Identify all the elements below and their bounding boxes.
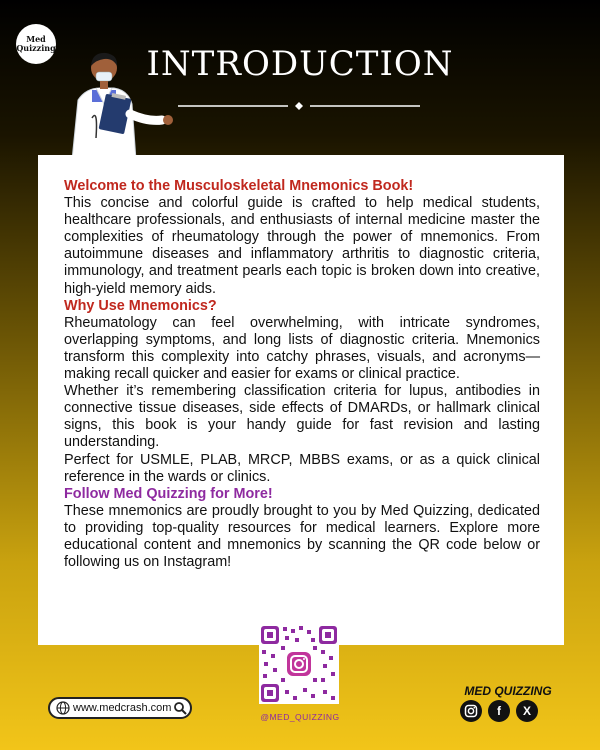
facebook-icon[interactable] <box>488 700 510 722</box>
logo-line2: Quizzing <box>16 43 56 53</box>
website-url: www.medcrash.com <box>73 702 172 714</box>
intro-content <box>64 178 540 571</box>
instagram-qr-code[interactable] <box>259 624 339 704</box>
x-icon[interactable] <box>516 700 538 722</box>
x-glyph: X <box>522 704 531 718</box>
instagram-handle: @MED_QUIZZING <box>260 712 340 722</box>
title-divider <box>178 100 420 112</box>
social-links <box>460 700 538 722</box>
para-why-1: Rheumatology can feel overwhelming, with intricate syndromes, overlapping symptoms, and long lists of diagnostic criteria. Mnemonics transform this complexity into catchy phrases, visuals, and acronyms—making recall quicker and easier for exams or clinical practice. <box>64 314 540 383</box>
instagram-icon[interactable] <box>460 700 482 722</box>
para-why-3: Perfect for USMLE, PLAB, MRCP, MBBS exams, or as a quick clinical reference in the wards or clinics. <box>64 451 540 485</box>
heading-follow: Follow Med Quizzing for More! <box>64 485 273 502</box>
heading-welcome: Welcome to the Musculoskeletal Mnemonics Book! <box>64 178 414 194</box>
website-link[interactable] <box>48 697 192 719</box>
heading-why: Why Use Mnemonics? <box>64 297 217 314</box>
logo-line1: Med <box>26 34 46 44</box>
page-title: INTRODUCTION <box>146 44 454 84</box>
search-icon <box>173 701 187 715</box>
para-welcome: This concise and colorful guide is crafted to help medical students, healthcare professionals, and enthusiasts of internal medicine master the complexities of rheumatology through the power of mnemonics. From autoimmune diseases and inflammatory arthritis to diagnostic criteria, immunology, and treatment pearls each topic is broken down into creative, high-yield memory aids. <box>64 195 540 297</box>
para-why-2: Whether it’s remembering classification criteria for lupus, antibodies in connective tissue diseases, side effects of DMARDs, or hallmark clinical signs, this book is your handy guide for fast revision and lasting understanding. <box>64 383 540 451</box>
facebook-glyph: f <box>497 704 501 718</box>
para-follow: These mnemonics are proudly brought to you by Med Quizzing, dedicated to providing top-quality resources for medical learners. Explore more educational content and mnemonics by scanning the QR code below or following us on Instagram! <box>64 502 540 571</box>
brand-name: MED QUIZZING <box>464 684 552 698</box>
globe-icon <box>56 701 70 715</box>
